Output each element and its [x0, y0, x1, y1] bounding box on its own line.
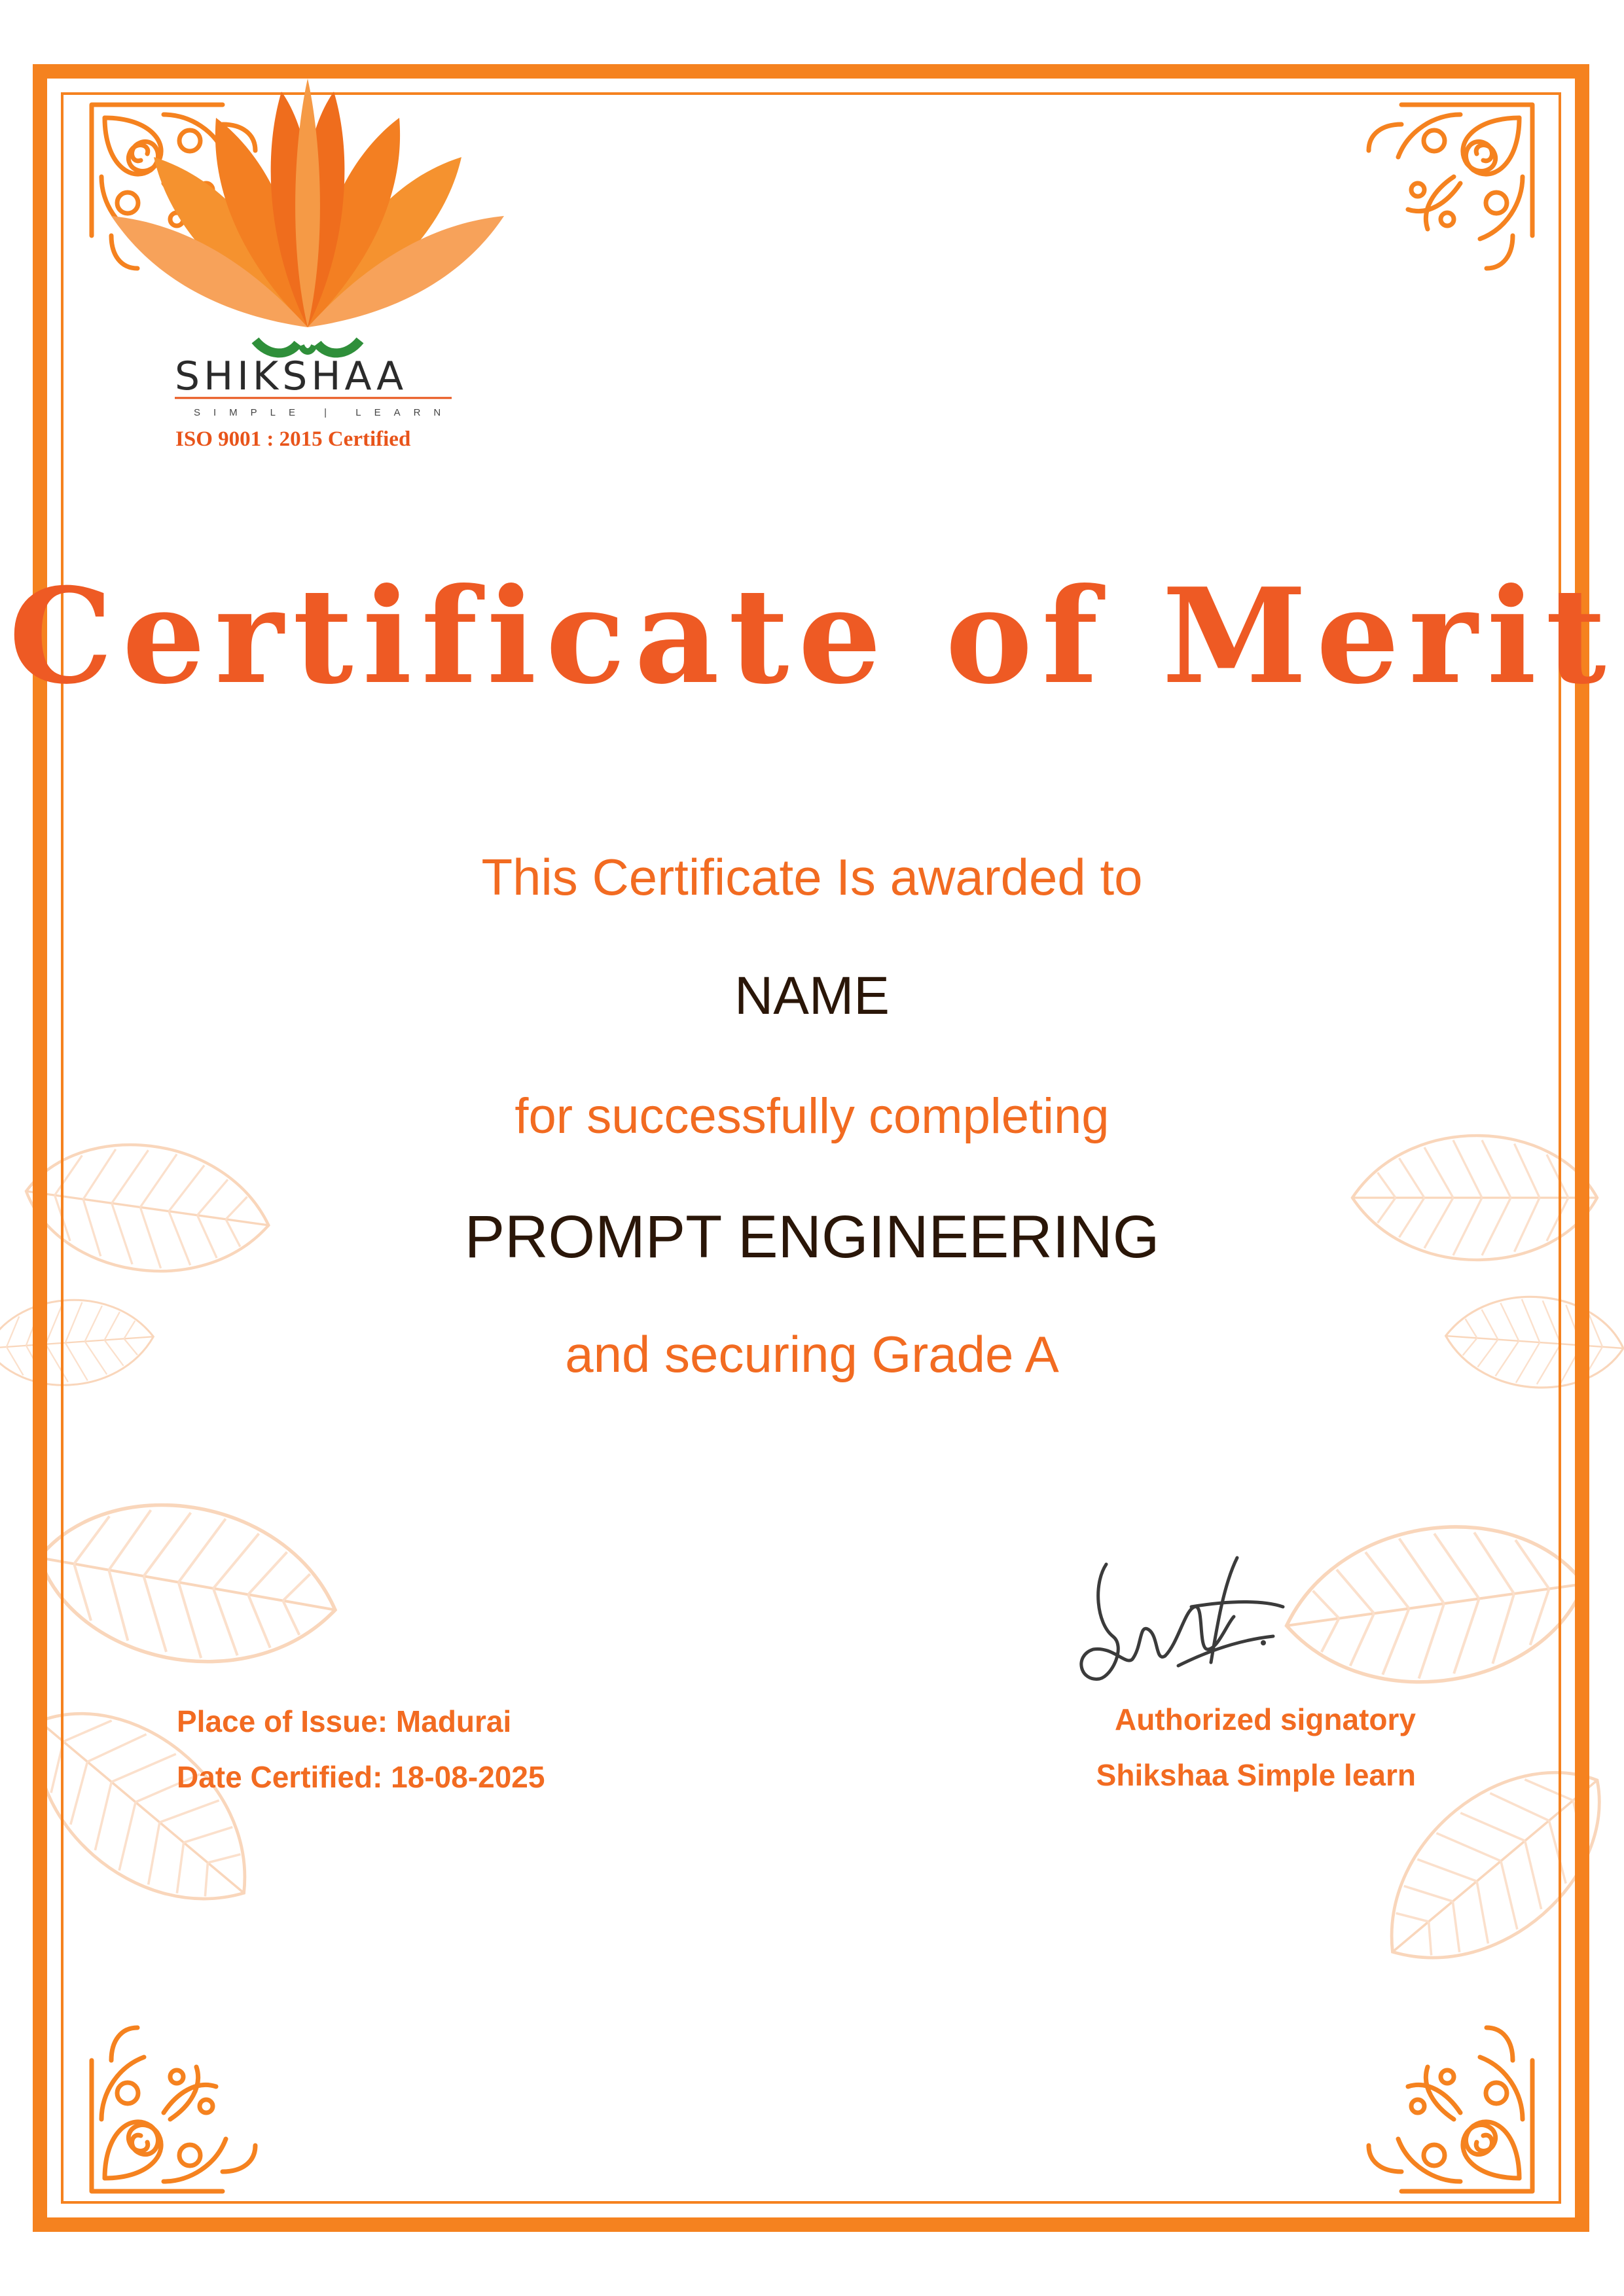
signatory-title: Authorized signatory [1114, 1702, 1416, 1736]
iso-certification: ISO 9001 : 2015 Certified [175, 427, 411, 451]
certificate-title: Certificate of Merit [9, 560, 1615, 713]
grade-line: and securing Grade A [565, 1325, 1059, 1383]
brand-tagline: SIMPLE | LEARN [194, 407, 454, 418]
place-of-issue: Place of Issue: Madurai [177, 1704, 512, 1738]
course-name: PROMPT ENGINEERING [464, 1204, 1160, 1270]
signatory-organization: Shikshaa Simple learn [1096, 1758, 1416, 1792]
completion-line: for successfully completing [514, 1088, 1110, 1144]
date-certified: Date Certified: 18-08-2025 [177, 1760, 545, 1794]
awarded-line: This Certificate Is awarded to [481, 848, 1143, 906]
recipient-name: NAME [734, 966, 890, 1026]
brand-name: SHIKSHAA [175, 353, 408, 399]
